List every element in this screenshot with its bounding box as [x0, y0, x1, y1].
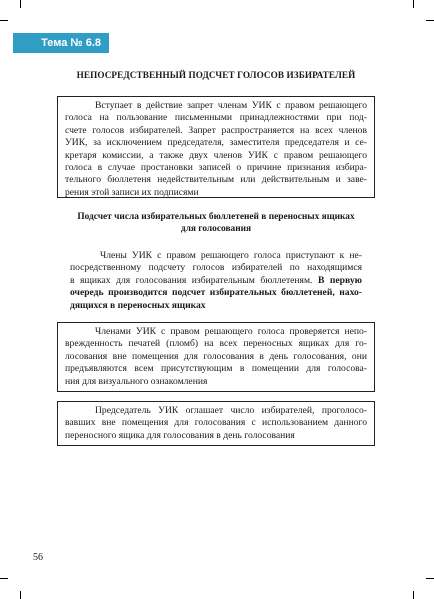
text-line	[70, 300, 362, 312]
crop-mark	[20, 591, 21, 599]
bold-text: В первую	[317, 274, 362, 286]
page-number: 56	[33, 552, 43, 563]
info-box-voter-count	[57, 401, 375, 446]
text-line: счете голосов избирателей. Запрет распространяется на всех членов	[65, 124, 367, 136]
text-line: ния для визуального ознакомления	[65, 375, 208, 387]
bold-text: очередь производится подсчет избирательных бюллетеней, нахо-	[70, 287, 362, 299]
bold-text: дящихся в переносных ящиках	[70, 299, 206, 311]
counting-paragraph	[70, 250, 362, 312]
text-line: врежденность печатей (пломб) на всех переносных ящиках для го-	[65, 338, 367, 350]
text-line: предъявляются всем присутствующим в помещении для голосова-	[65, 363, 367, 375]
text-line: Члены УИК с правом решающего голоса приступают к не-	[100, 250, 362, 261]
text-span: в ящиках для голосования избирательным бюллетеням.	[70, 274, 313, 286]
crop-mark	[426, 20, 434, 21]
text-line: Членами УИК с правом решающего голоса проверяется непо-	[95, 326, 367, 337]
crop-mark	[413, 0, 414, 8]
text-line: тельного бюллетеня недействительным или действительным и заве-	[65, 174, 367, 186]
crop-mark	[0, 578, 8, 579]
crop-mark	[413, 591, 414, 599]
crop-mark	[20, 0, 21, 8]
text-line: голоса на пользование письменными принадлежностями при под-	[65, 112, 367, 124]
info-box-seal-check	[57, 322, 375, 392]
info-box-writing-ban	[57, 96, 375, 198]
text-line: кретаря комиссии, а также двух членов УИК с правом решающего	[65, 149, 367, 161]
text-line: вавших вне помещения для голосования с использованием данного	[65, 417, 367, 429]
text-line: Председатель УИК оглашает число избирателей, проголосо-	[95, 405, 367, 416]
text-line: рения этой записи их подписями	[65, 186, 199, 198]
text-line: лосования вне помещения для голосования в день голосования, они	[65, 350, 367, 362]
crop-mark	[426, 578, 434, 579]
crop-mark	[0, 20, 8, 21]
page-title: НЕПОСРЕДСТВЕННЫЙ ПОДСЧЕТ ГОЛОСОВ ИЗБИРАТЕЛЕЙ	[76, 70, 356, 80]
subheading-line: Подсчет числа избирательных бюллетеней в переносных ящиках	[77, 212, 355, 222]
text-line: переносного ящика для голосования в день голосования	[65, 429, 295, 441]
text-line: Вступает в действие запрет членам УИК с правом решающего	[95, 100, 367, 111]
text-line	[70, 287, 362, 299]
section-subheading	[70, 211, 362, 235]
text-line: голоса в случае простановки записей о причине признания избира-	[65, 162, 367, 174]
subheading-line: для голосования	[180, 224, 252, 234]
text-line	[70, 275, 362, 287]
text-line: посредственному подсчету голосов избирателей по находящимся	[70, 262, 362, 274]
topic-badge: Тема № 6.8	[13, 33, 109, 53]
text-line: УИК, за исключением председателя, заместителя председателя и се-	[65, 137, 367, 149]
